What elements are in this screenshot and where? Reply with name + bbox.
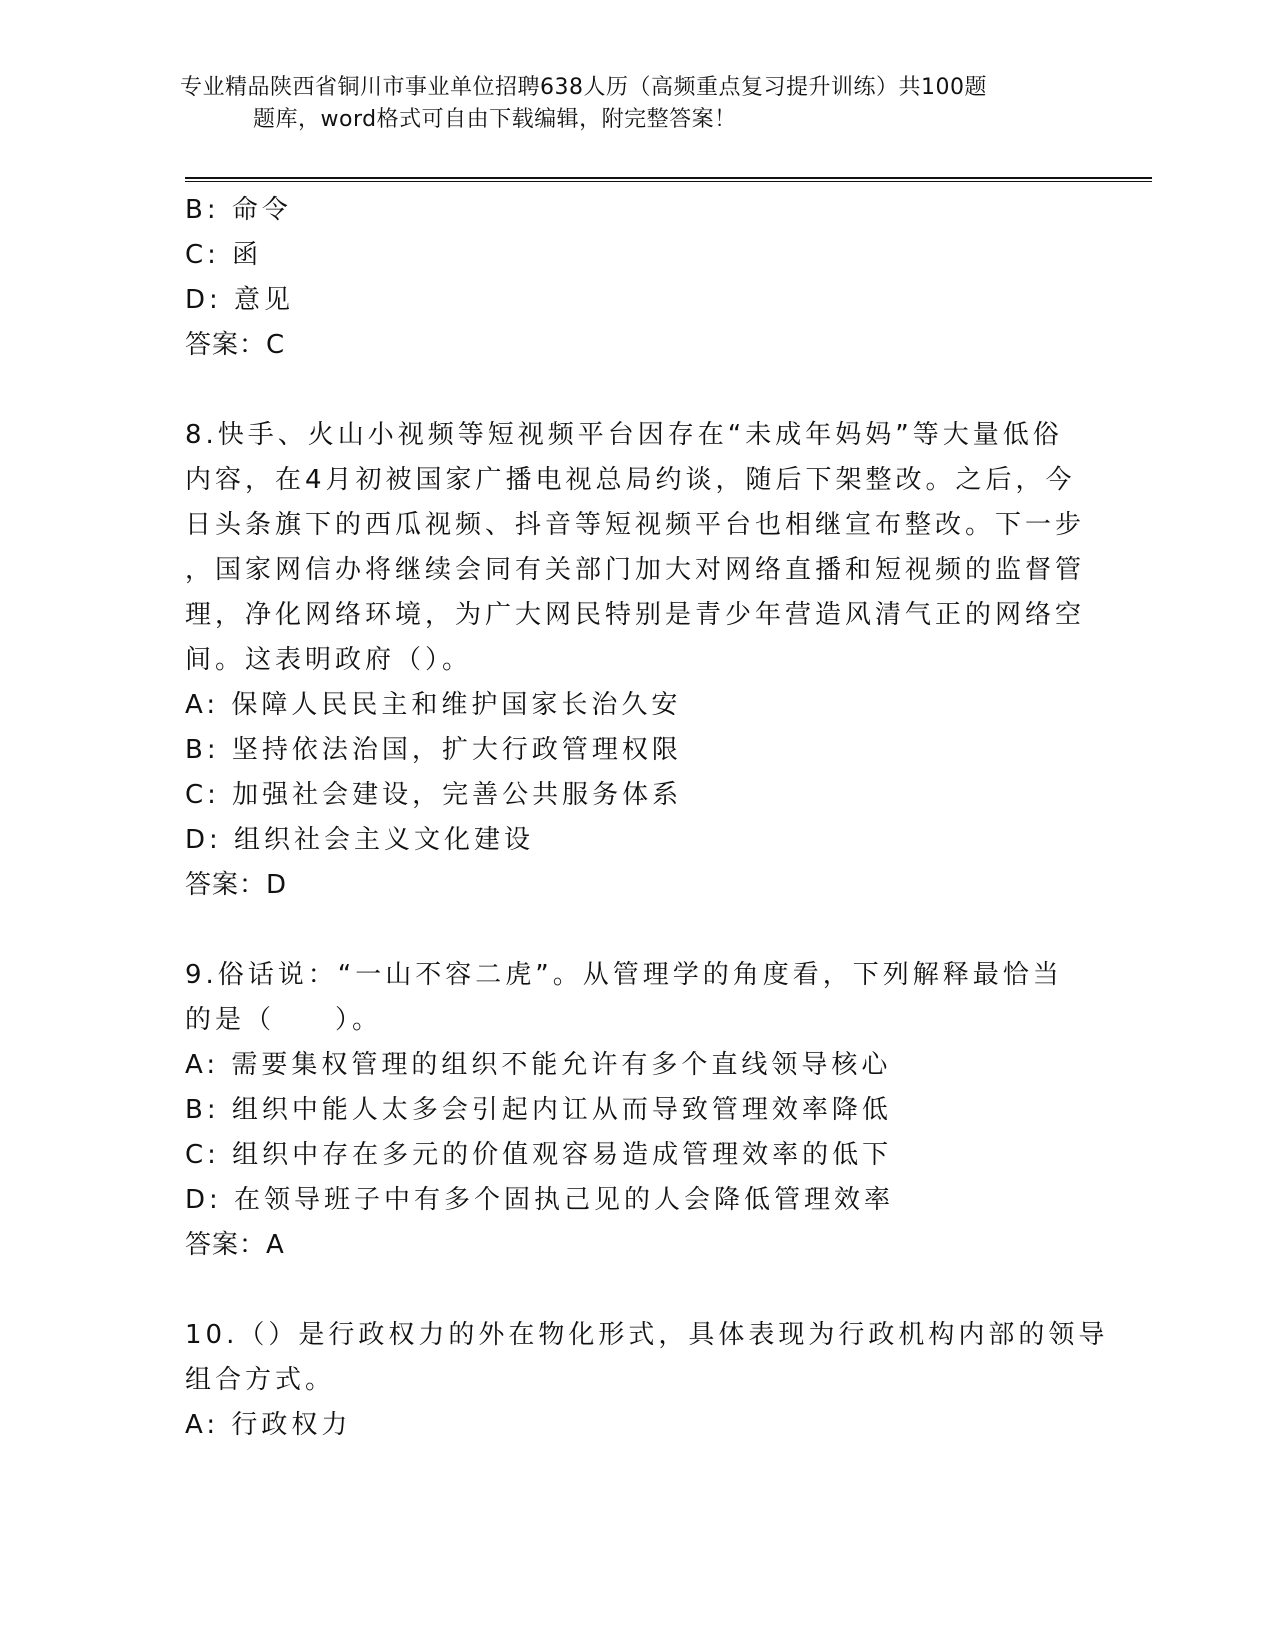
question-stem-line: 理，净化网络环境，为广大网民特别是青少年营造风清气正的网络空	[185, 600, 1086, 630]
answer-line: 答案：A	[185, 1230, 285, 1260]
option-c: C: 函	[185, 240, 263, 270]
question-7-tail	[185, 188, 1065, 368]
question-stem-line: 日头条旗下的西瓜视频、抖音等短视频平台也相继宣布整改。下一步	[185, 510, 1086, 540]
option-a: A: 保障人民民主和维护国家长治久安	[185, 690, 682, 720]
question-stem-line: 内容，在4月初被国家广播电视总局约谈，随后下架整改。之后，今	[185, 465, 1076, 495]
option-d: D: 在领导班子中有多个固执己见的人会降低管理效率	[185, 1185, 895, 1215]
question-stem-line: 组合方式。	[185, 1365, 336, 1395]
question-stem-line: ，国家网信办将继续会同有关部门加大对网络直播和短视频的监督管	[185, 555, 1086, 585]
header-title-line1: 专业精品陕西省铜川市事业单位招聘638人历（高频重点复习提升训练）共100题	[180, 75, 987, 100]
header-title-line2: 题库，word格式可自由下载编辑，附完整答案！	[253, 107, 737, 132]
option-c: C: 加强社会建设，完善公共服务体系	[185, 780, 683, 810]
option-d: D: 意见	[185, 285, 295, 315]
header-divider-thick	[185, 177, 1152, 179]
answer-line: 答案：D	[185, 870, 288, 900]
answer-line: 答案：C	[185, 330, 286, 360]
question-8	[185, 413, 1086, 908]
option-b: B: 组织中能人太多会引起内讧从而导致管理效率降低	[185, 1095, 892, 1125]
option-a: A: 需要集权管理的组织不能允许有多个直线领导核心	[185, 1050, 892, 1080]
question-10	[185, 1313, 1109, 1448]
option-b: B: 坚持依法治国，扩大行政管理权限	[185, 735, 682, 765]
question-list	[185, 188, 1109, 1448]
question-stem-line: 10.（）是行政权力的外在物化形式，具体表现为行政机构内部的领导	[185, 1320, 1109, 1350]
question-9	[185, 953, 1065, 1268]
question-stem-line: 8.快手、火山小视频等短视频平台因存在“未成年妈妈”等大量低俗	[185, 420, 1063, 450]
header-divider-thin	[185, 181, 1152, 182]
option-d: D: 组织社会主义文化建设	[185, 825, 535, 855]
option-b: B: 命令	[185, 195, 292, 225]
question-stem-line: 的是（ ）。	[185, 1005, 383, 1035]
option-c: C: 组织中存在多元的价值观容易造成管理效率的低下	[185, 1140, 893, 1170]
document-header	[180, 72, 1060, 136]
option-a: A: 行政权力	[185, 1410, 352, 1440]
question-stem-line: 间。这表明政府（）。	[185, 645, 473, 675]
question-stem-line: 9.俗话说：“一山不容二虎”。从管理学的角度看，下列解释最恰当	[185, 960, 1063, 990]
